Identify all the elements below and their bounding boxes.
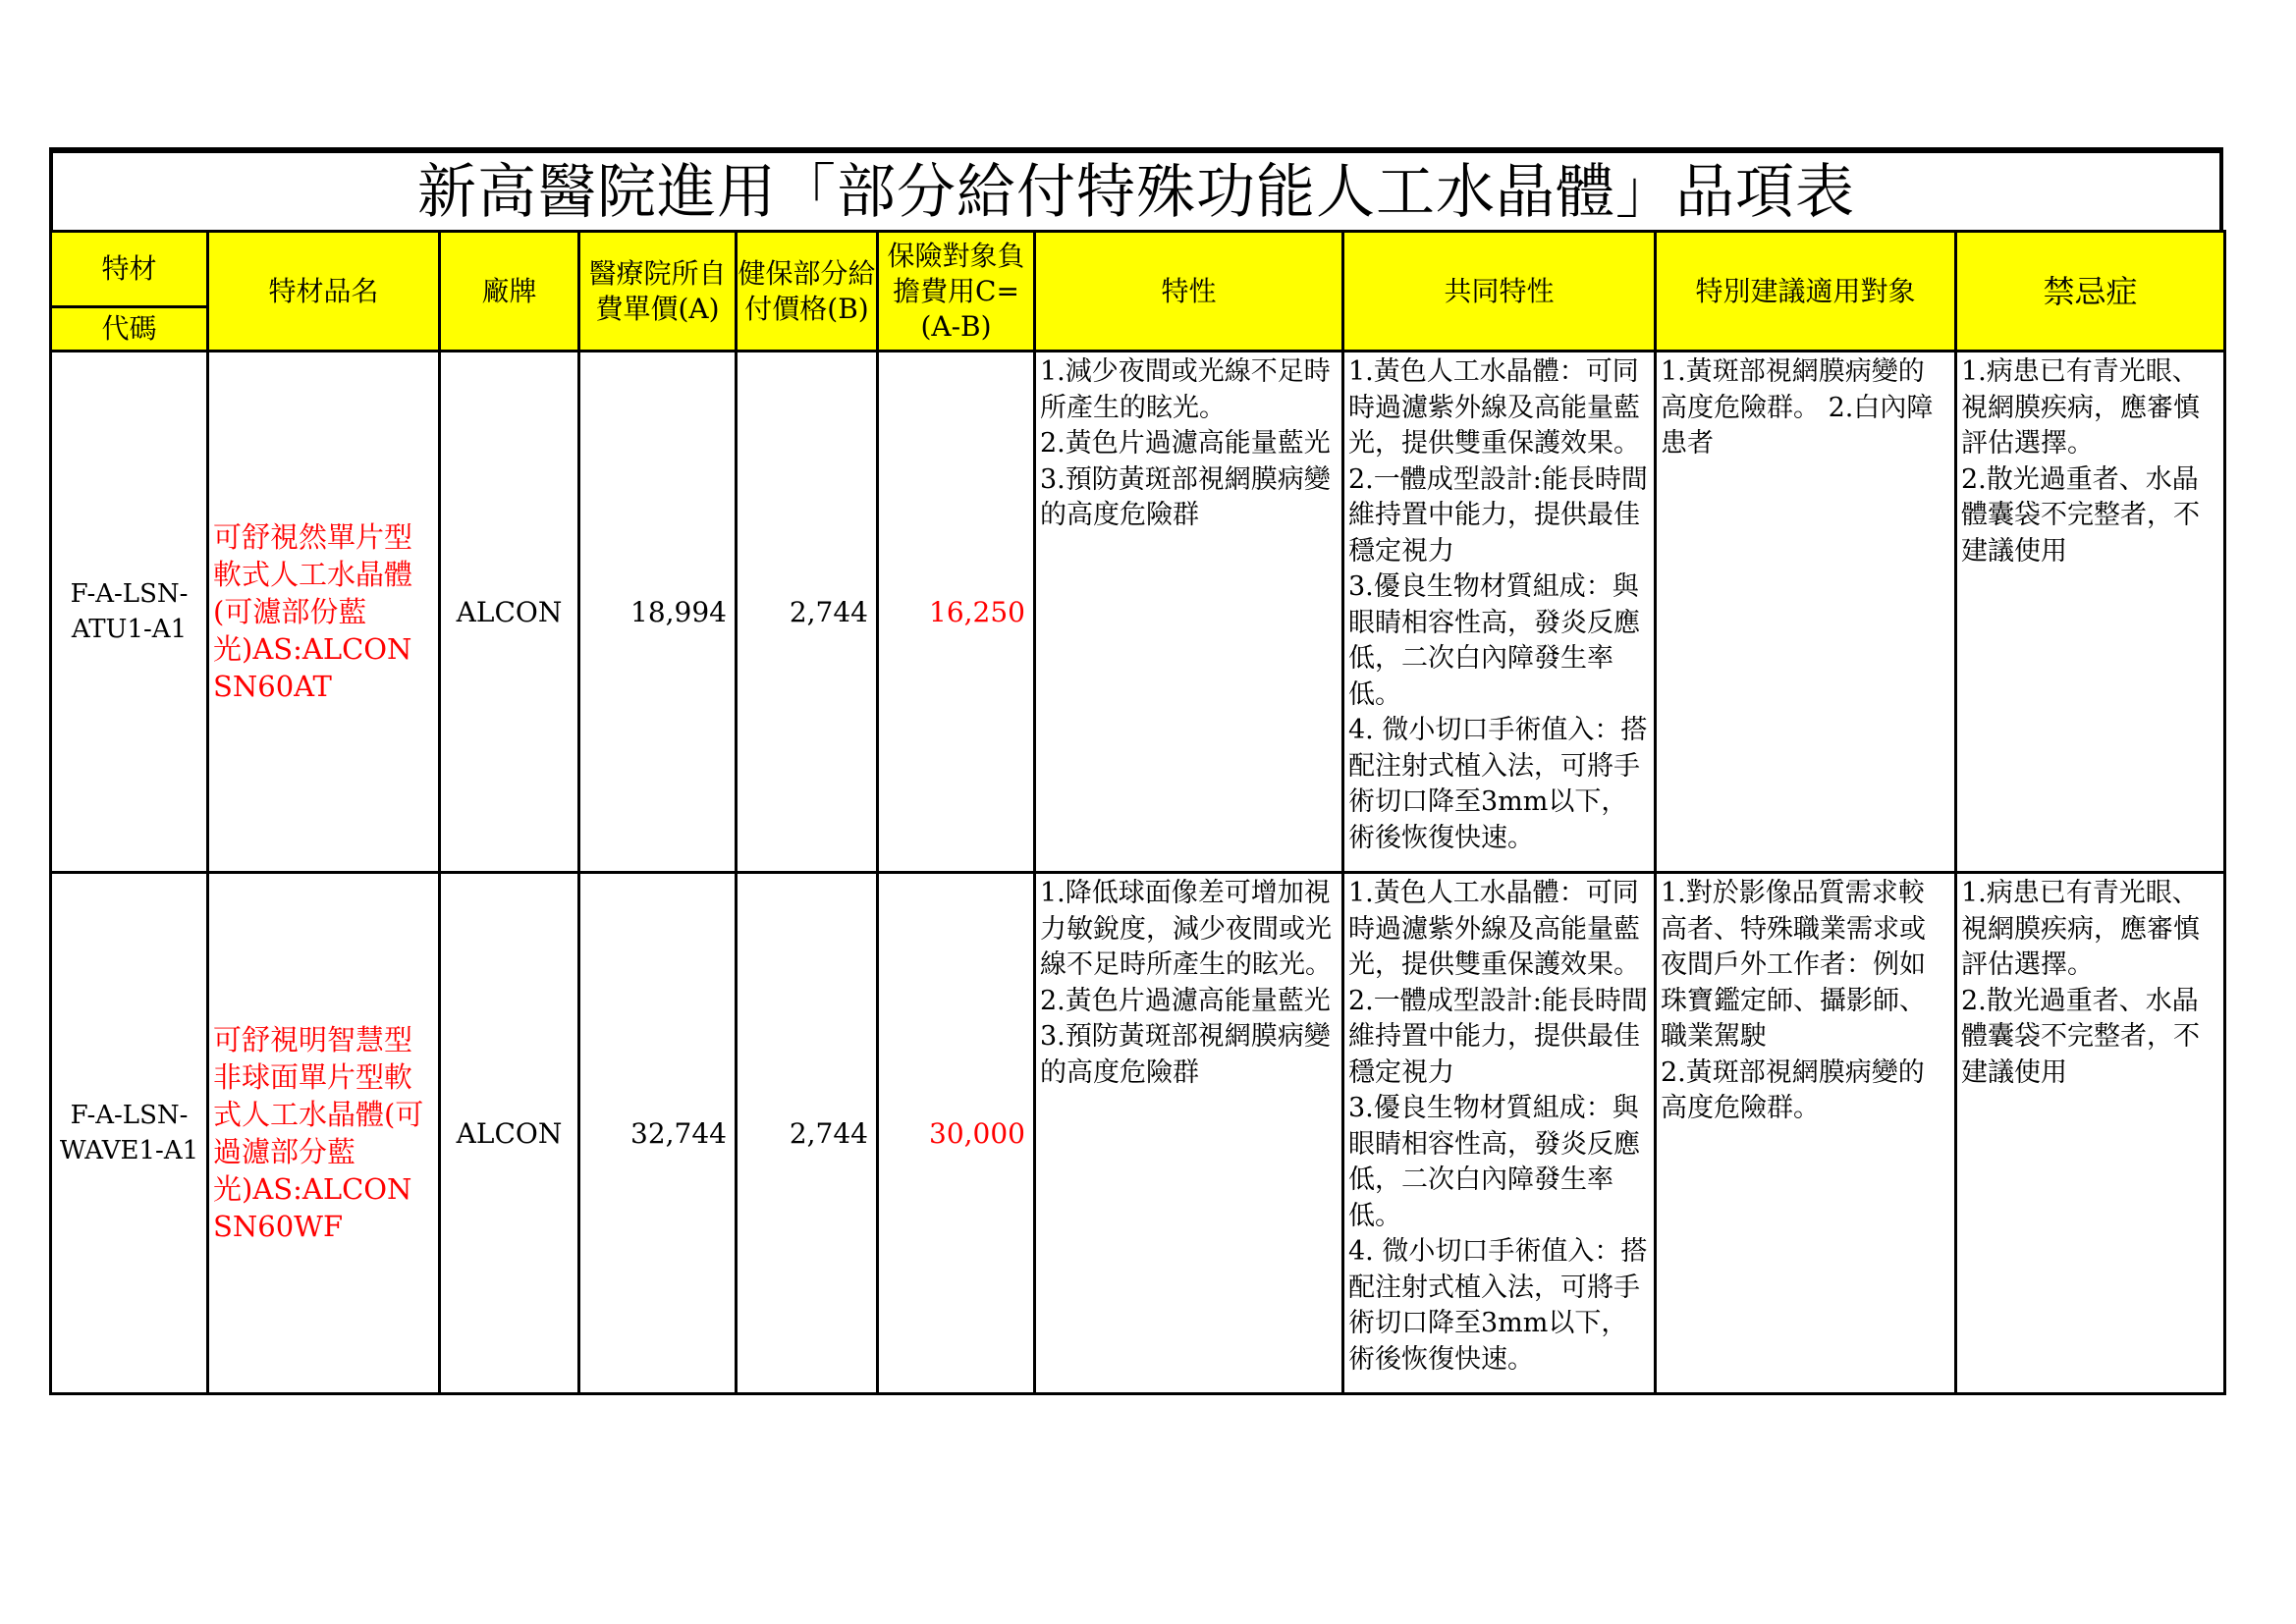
header-brand: 廠牌 bbox=[440, 232, 579, 352]
item-nhi-price: 2,744 bbox=[737, 873, 878, 1394]
item-nhi-price: 2,744 bbox=[737, 352, 878, 873]
header-self-price: 醫療院所自費單價(A) bbox=[579, 232, 737, 352]
item-common: 1.黃色人工水晶體：可同時過濾紫外線及高能量藍光，提供雙重保護效果。 2.一體成型設計:能長時間維持置中能力，提供最佳穩定視力 3.優良生物材質組成：與眼睛相容性高，發炎反應低，二次白內障發生率低。 4. 微小切口手術值入：搭配注射式植入法，可將手術切口降至3mm以下，術後恢復快速。 bbox=[1343, 352, 1656, 873]
item-brand: ALCON bbox=[440, 873, 579, 1394]
header-patient-cost: 保險對象負擔費用C=(A-B) bbox=[878, 232, 1035, 352]
item-contra: 1.病患已有青光眼、視網膜疾病，應審慎評估選擇。 2.散光過重者、水晶體囊袋不完整者，不建議使用 bbox=[1956, 873, 2225, 1394]
item-patient-cost: 16,250 bbox=[878, 352, 1035, 873]
item-brand: ALCON bbox=[440, 352, 579, 873]
header-code-top: 特材 bbox=[101, 252, 157, 285]
header-target: 特別建議適用對象 bbox=[1656, 232, 1956, 352]
header-row bbox=[51, 232, 2225, 352]
header-feature: 特性 bbox=[1035, 232, 1343, 352]
item-name: 可舒視明智慧型非球面單片型軟式人工水晶體(可過濾部分藍光)AS:ALCON SN60WF bbox=[208, 873, 440, 1394]
header-name: 特材品名 bbox=[208, 232, 440, 352]
table-row bbox=[51, 873, 2225, 1394]
iol-items-table bbox=[49, 230, 2226, 1395]
item-feature: 1.降低球面像差可增加視力敏銳度，減少夜間或光線不足時所產生的眩光。 2.黃色片過濾高能量藍光 3.預防黃斑部視網膜病變的高度危險群 bbox=[1035, 873, 1343, 1394]
item-common: 1.黃色人工水晶體：可同時過濾紫外線及高能量藍光，提供雙重保護效果。 2.一體成型設計:能長時間維持置中能力，提供最佳穩定視力 3.優良生物材質組成：與眼睛相容性高，發炎反應低，二次白內障發生率低。 4. 微小切口手術值入：搭配注射式植入法，可將手術切口降至3mm以下，術後恢復快速。 bbox=[1343, 873, 1656, 1394]
item-feature: 1.減少夜間或光線不足時所產生的眩光。 2.黃色片過濾高能量藍光 3.預防黃斑部視網膜病變的高度危險群 bbox=[1035, 352, 1343, 873]
spreadsheet bbox=[49, 147, 2223, 1395]
item-name: 可舒視然單片型軟式人工水晶體(可濾部份藍光)AS:ALCON SN60AT bbox=[208, 352, 440, 873]
header-common: 共同特性 bbox=[1343, 232, 1656, 352]
table-row bbox=[51, 352, 2225, 873]
page-title: 新高醫院進用「部分給付特殊功能人工水晶體」品項表 bbox=[49, 147, 2223, 230]
header-contra: 禁忌症 bbox=[1956, 232, 2225, 352]
item-code: F-A-LSN-WAVE1-A1 bbox=[51, 873, 208, 1394]
item-patient-cost: 30,000 bbox=[878, 873, 1035, 1394]
header-nhi-price: 健保部分給付價格(B) bbox=[737, 232, 878, 352]
item-target: 1.黃斑部視網膜病變的高度危險群。 2.白內障患者 bbox=[1656, 352, 1956, 873]
item-contra: 1.病患已有青光眼、視網膜疾病，應審慎評估選擇。 2.散光過重者、水晶體囊袋不完整者，不建議使用 bbox=[1956, 352, 2225, 873]
item-code: F-A-LSN-ATU1-A1 bbox=[51, 352, 208, 873]
item-self-price: 32,744 bbox=[579, 873, 737, 1394]
item-self-price: 18,994 bbox=[579, 352, 737, 873]
header-code-bottom: 代碼 bbox=[52, 305, 206, 350]
item-target: 1.對於影像品質需求較高者、特殊職業需求或夜間戶外工作者：例如珠寶鑑定師、攝影師、職業駕駛 2.黃斑部視網膜病變的高度危險群。 bbox=[1656, 873, 1956, 1394]
header-code bbox=[51, 232, 208, 352]
